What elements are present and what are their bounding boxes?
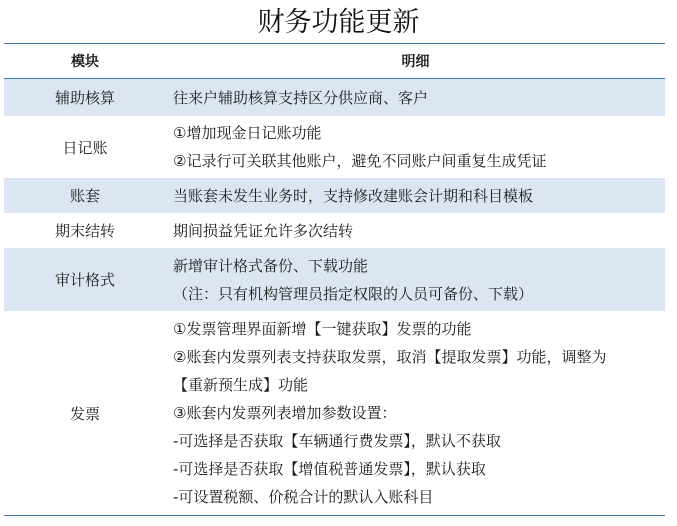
detail-line: ①发票管理界面新增【一键获取】发票的功能 <box>173 320 472 338</box>
module-cell: 发票 <box>69 404 100 423</box>
detail-cell <box>4 116 665 178</box>
table-header <box>4 44 665 79</box>
detail-line: -可选择是否获取【增值税普通发票】，默认获取 <box>173 460 486 478</box>
module-cell: 审计格式 <box>54 271 115 289</box>
detail-cell <box>4 178 665 213</box>
table-row <box>4 213 665 248</box>
detail-line: （注：只有机构管理员指定权限的人员可备份、下载） <box>173 284 534 303</box>
module-cell: 日记账 <box>62 138 108 157</box>
detail-line: ②记录行可关联其他账户，避免不同账户间重复生成凭证 <box>173 152 547 170</box>
detail-line: 新增审计格式备份、下载功能 <box>173 256 369 275</box>
module-cell: 账套 <box>69 187 100 205</box>
page-title: 财务功能更新 <box>257 7 420 38</box>
detail-line: ③账套内发票列表增加参数设置： <box>173 404 397 422</box>
detail-line: -可设置税额、价税合计的默认入账科目 <box>173 488 434 506</box>
table-row <box>4 79 665 116</box>
module-cell: 期末结转 <box>54 222 115 240</box>
detail-line: -可选择是否获取【车辆通行费发票】，默认不获取 <box>173 432 501 450</box>
detail-line: 当账套未发生业务时，支持修改建账会计期和科目模板 <box>173 186 534 205</box>
detail-line: 往来户辅助核算支持区分供应商、客户 <box>173 88 429 107</box>
header-detail: 明细 <box>401 54 430 70</box>
detail-line: 【重新预生成】功能 <box>173 376 309 394</box>
table-row <box>4 178 665 213</box>
table-row <box>4 248 665 311</box>
detail-cell <box>4 79 665 116</box>
header-module: 模块 <box>71 54 99 70</box>
module-cell: 辅助核算 <box>54 89 115 107</box>
table-row <box>4 116 665 178</box>
detail-cell <box>4 248 665 311</box>
table-row <box>4 311 665 516</box>
detail-line: ①增加现金日记账功能 <box>173 124 322 142</box>
detail-line: 期间损益凭证允许多次结转 <box>173 221 354 240</box>
detail-line: ②账套内发票列表支持获取发票，取消【提取发票】功能，调整为 <box>173 348 607 366</box>
detail-cell <box>4 213 665 248</box>
detail-cell <box>4 311 665 515</box>
update-table <box>4 43 665 516</box>
